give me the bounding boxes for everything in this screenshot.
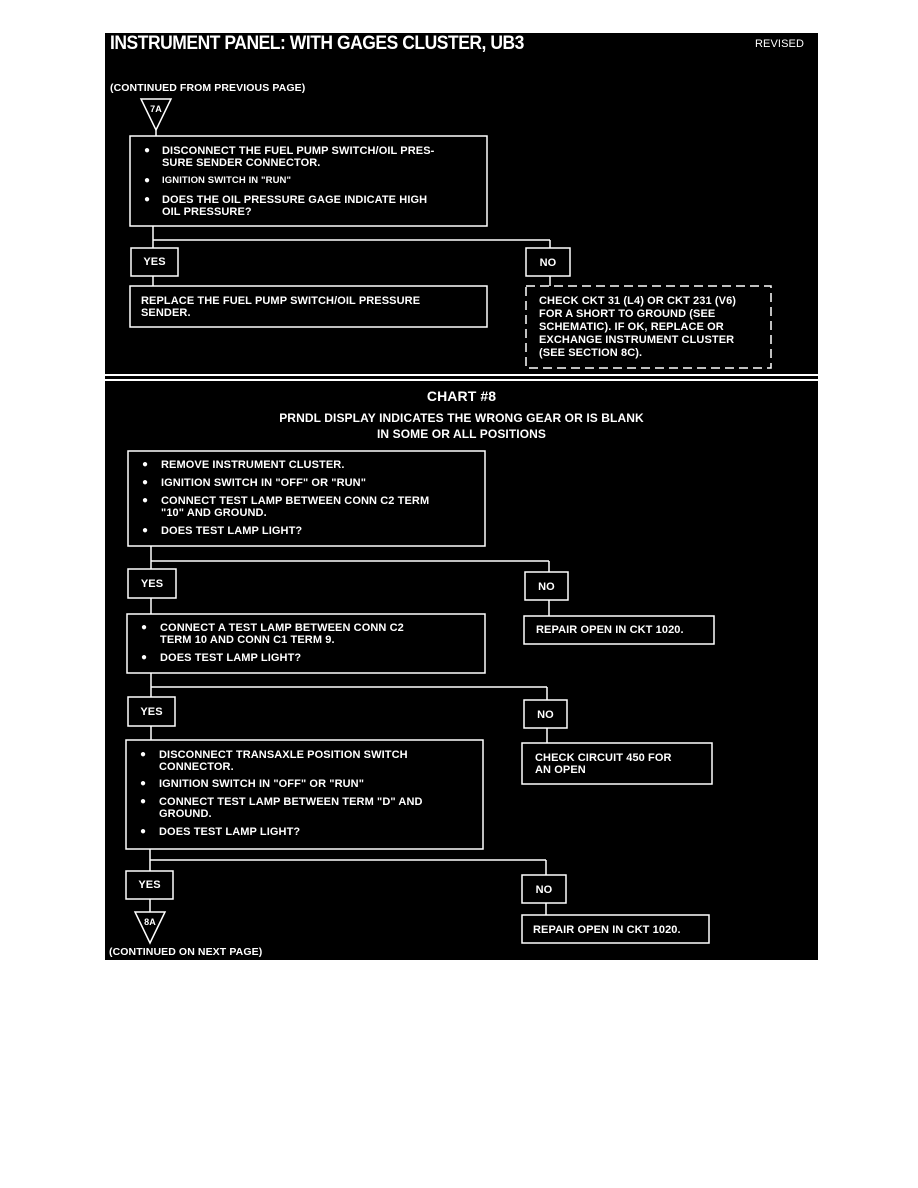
step1-line: CONNECT TEST LAMP BETWEEN CONN C2 TERM [161,495,430,507]
step1-line: "10" AND GROUND. [161,507,267,519]
chart-subtitle-1: PRNDL DISPLAY INDICATES THE WRONG GEAR OR IS BLANK [279,411,644,425]
bullet: ● [140,778,147,789]
step1-line: REMOVE INSTRUMENT CLUSTER. [161,459,345,471]
chart-title: CHART #8 [426,388,497,404]
yes-label: YES [138,879,161,891]
step2-no-result: CHECK CIRCUIT 450 FOR [535,752,672,764]
yes-result-line: SENDER. [141,307,191,319]
no-label: NO [535,884,553,896]
page-title: INSTRUMENT PANEL: WITH GAGES CLUSTER, UB3 [110,33,524,54]
step2-no-result: AN OPEN [535,764,586,776]
bullet: ● [142,477,149,488]
step3-line: GROUND. [159,808,212,820]
box1-line: IGNITION SWITCH IN "RUN" [162,175,292,186]
connector-8a-label: 8A [144,917,156,927]
revised-label: REVISED [755,38,804,50]
bullet: ● [142,495,149,506]
step3-line: DISCONNECT TRANSAXLE POSITION SWITCH [159,749,408,761]
bullet: ● [144,145,151,156]
bullet: ● [142,459,149,470]
no-label: NO [537,709,554,721]
box1-line: DOES THE OIL PRESSURE GAGE INDICATE HIGH [162,194,428,206]
step1-line: DOES TEST LAMP LIGHT? [161,525,303,537]
no-result-line: CHECK CKT 31 (L4) OR CKT 231 (V6) [539,295,737,307]
no-result-line: FOR A SHORT TO GROUND (SEE [539,308,716,320]
box1-line: SURE SENDER CONNECTOR. [162,157,321,169]
bullet: ● [140,826,147,837]
bullet: ● [141,652,148,663]
yes-label: YES [143,256,166,268]
no-result-line: EXCHANGE INSTRUMENT CLUSTER [539,334,735,346]
box1-line: DISCONNECT THE FUEL PUMP SWITCH/OIL PRES- [162,145,435,157]
bullet: ● [140,749,147,760]
step1-line: IGNITION SWITCH IN "OFF" OR "RUN" [161,477,367,489]
step3-line: DOES TEST LAMP LIGHT? [159,826,301,838]
connector-7a-label: 7A [150,104,162,114]
bullet: ● [140,796,147,807]
no-label: NO [538,581,555,593]
bullet: ● [142,525,149,536]
step2-line: DOES TEST LAMP LIGHT? [160,652,302,664]
continued-from-label: (CONTINUED FROM PREVIOUS PAGE) [110,82,306,94]
bullet: ● [144,175,151,186]
step3-no-result: REPAIR OPEN IN CKT 1020. [533,924,681,936]
yes-label: YES [140,706,163,718]
continued-on-label: (CONTINUED ON NEXT PAGE) [109,946,263,958]
step3-line: CONNECTOR. [159,761,234,773]
yes-result-line: REPLACE THE FUEL PUMP SWITCH/OIL PRESSURE [141,295,421,307]
step2-line: TERM 10 AND CONN C1 TERM 9. [160,634,335,646]
no-result-line: (SEE SECTION 8C). [539,347,643,359]
chart-subtitle-2: IN SOME OR ALL POSITIONS [376,427,547,441]
no-result-line: SCHEMATIC). IF OK, REPLACE OR [539,321,724,333]
no-label: NO [539,257,557,269]
yes-label: YES [140,578,164,590]
bullet: ● [141,622,148,633]
diagram-panel [105,33,818,960]
step1-no-result: REPAIR OPEN IN CKT 1020. [536,624,684,636]
box1-line: OIL PRESSURE? [162,206,252,218]
bullet: ● [144,194,151,205]
step3-line: IGNITION SWITCH IN "OFF" OR "RUN" [159,778,365,790]
step2-line: CONNECT A TEST LAMP BETWEEN CONN C2 [160,622,404,634]
step3-line: CONNECT TEST LAMP BETWEEN TERM "D" AND [159,796,423,808]
